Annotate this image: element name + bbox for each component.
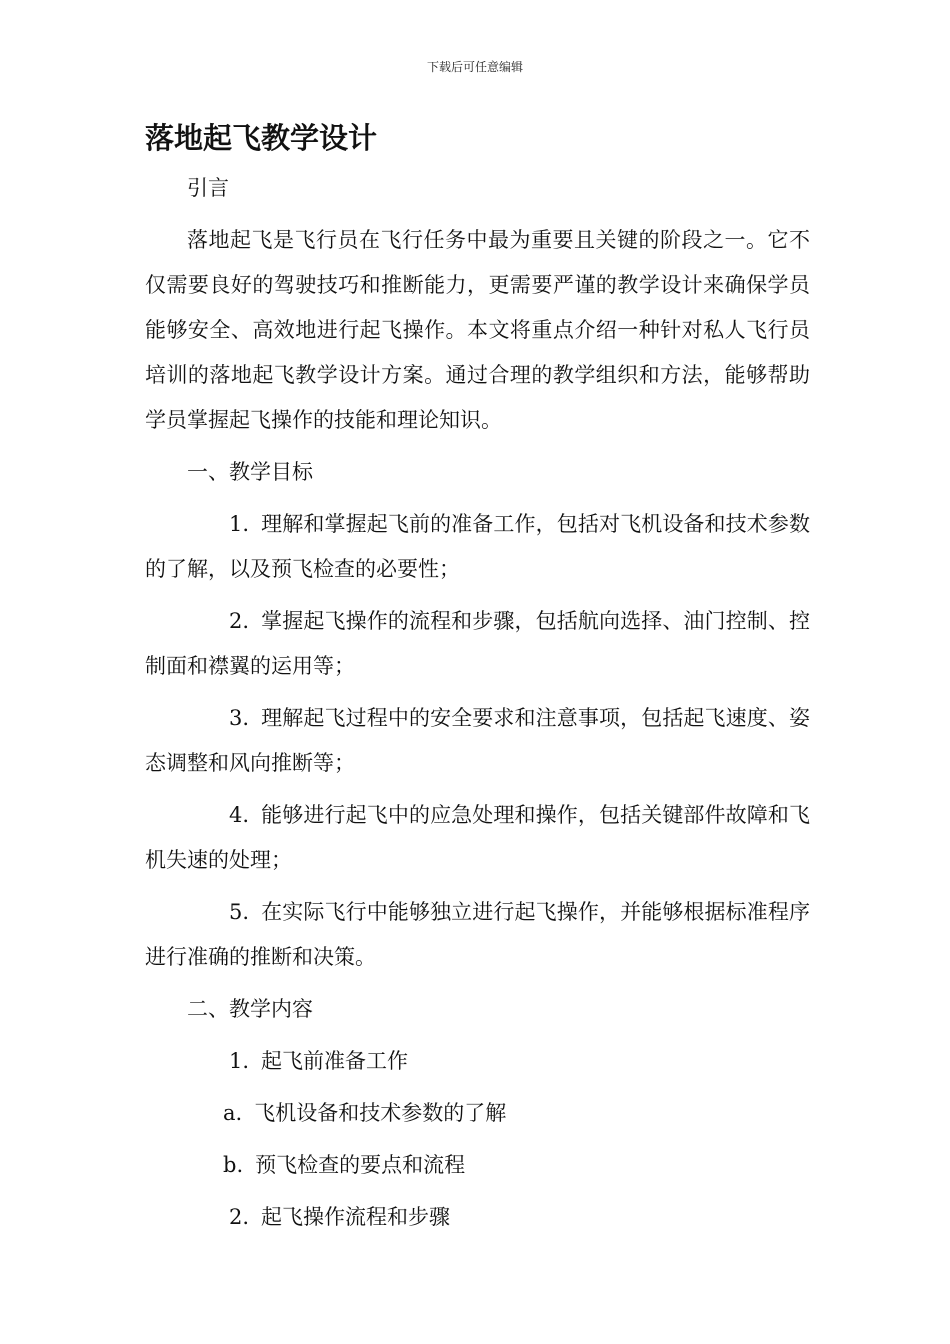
content-item-number: 1. xyxy=(229,1049,250,1073)
objective-item xyxy=(145,502,810,592)
objective-text: 掌握起飞操作的流程和步骤，包括航向选择、油门控制、控制面和襟翼的运用等； xyxy=(145,609,810,678)
intro-paragraph: 落地起飞是飞行员在飞行任务中最为重要且关键的阶段之一。它不仅需要良好的驾驶技巧和推断能力，更需要严谨的教学设计来确保学员能够安全、高效地进行起飞操作。本文将重点介绍一种针对私人飞行员培训的落地起飞教学设计方案。通过合理的教学组织和方法，能够帮助学员掌握起飞操作的技能和理论知识。 xyxy=(145,228,810,432)
content-subitem xyxy=(145,1143,810,1188)
document-title: 落地起飞教学设计 xyxy=(145,121,378,155)
objective-number: 1. xyxy=(229,512,250,536)
content-subitem-number: a. xyxy=(223,1101,243,1125)
content-item-number: 2. xyxy=(229,1205,250,1229)
objective-text: 理解和掌握起飞前的准备工作，包括对飞机设备和技术参数的了解，以及预飞检查的必要性； xyxy=(145,512,810,581)
content-subitem-number: b. xyxy=(223,1153,244,1177)
objective-number: 2. xyxy=(229,609,250,633)
objective-item xyxy=(145,696,810,786)
objective-number: 4. xyxy=(229,803,250,827)
section-heading-objectives: 一、教学目标 xyxy=(187,460,313,484)
content-subitem-text: 预飞检查的要点和流程 xyxy=(255,1153,466,1177)
objective-number: 3. xyxy=(229,706,250,730)
objective-number: 5. xyxy=(229,900,250,924)
objective-text: 能够进行起飞中的应急处理和操作，包括关键部件故障和飞机失速的处理； xyxy=(145,803,810,872)
content-item xyxy=(145,1195,810,1240)
objective-item xyxy=(145,599,810,689)
document-body xyxy=(145,166,810,1247)
content-item-text: 起飞操作流程和步骤 xyxy=(261,1205,451,1229)
header-note: 下载后可任意编辑 xyxy=(426,60,523,74)
objective-item xyxy=(145,890,810,980)
objective-item xyxy=(145,793,810,883)
objective-text: 在实际飞行中能够独立进行起飞操作，并能够根据标准程序进行准确的推断和决策。 xyxy=(145,900,810,969)
content-subitem xyxy=(145,1091,810,1136)
section-heading-content: 二、教学内容 xyxy=(187,997,313,1021)
content-item xyxy=(145,1039,810,1084)
content-subitem-text: 飞机设备和技术参数的了解 xyxy=(254,1101,507,1125)
content-item-text: 起飞前准备工作 xyxy=(261,1049,409,1073)
objective-text: 理解起飞过程中的安全要求和注意事项，包括起飞速度、姿态调整和风向推断等； xyxy=(145,706,810,775)
intro-heading: 引言 xyxy=(187,176,229,200)
